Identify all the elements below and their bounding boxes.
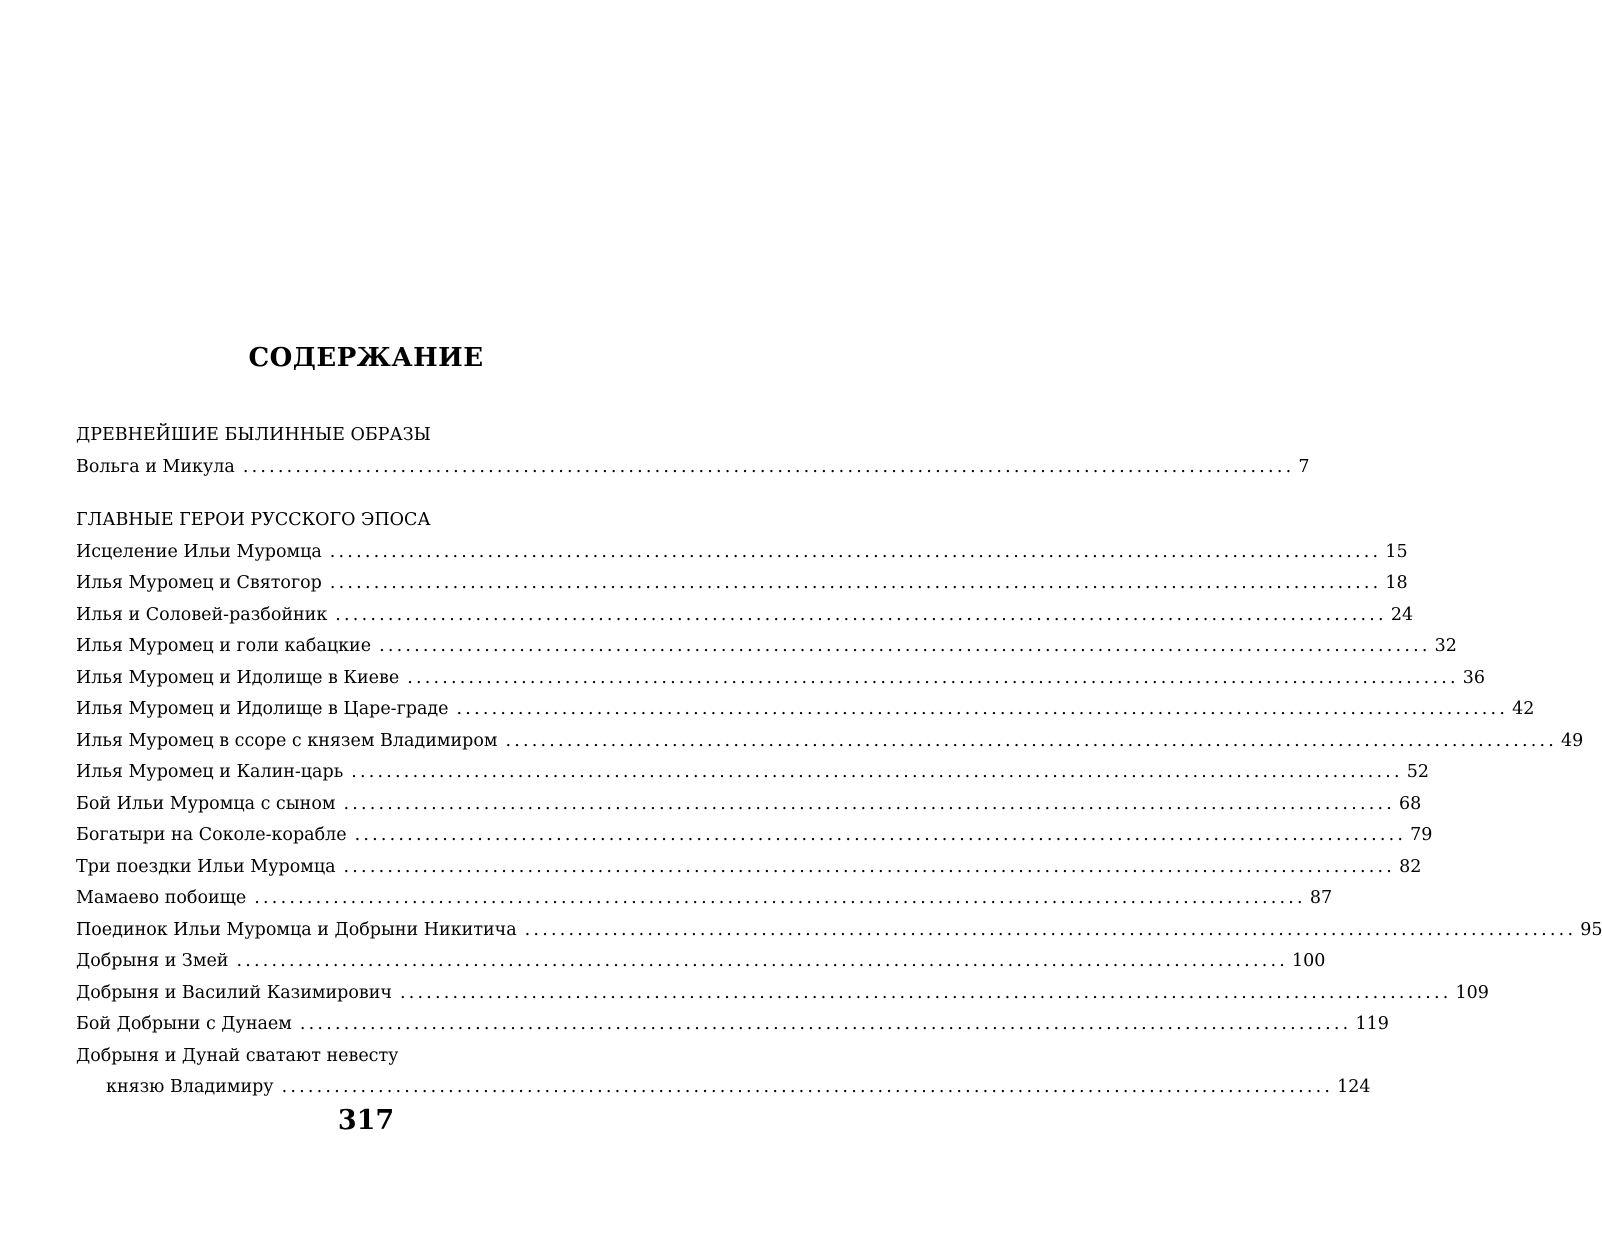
leader-dots: ........................................................................................................................: [299, 1014, 1352, 1034]
toc-entry-page: 109: [1455, 982, 1489, 1003]
toc-entry-page: 42: [1512, 699, 1535, 719]
toc-entry-page: 15: [1385, 541, 1408, 562]
toc-entry-title: Илья и Соловей-разбойник: [76, 604, 328, 625]
toc-entry: [76, 852, 1422, 884]
toc-entry-title: Илья Муромец и Калин-царь: [76, 762, 344, 782]
toc-entry: [76, 820, 1433, 852]
toc-entry: [76, 631, 1457, 663]
toc-entry-title: князю Владимиру: [106, 1077, 274, 1097]
toc-entry-title: Илья Муромец в ссоре с князем Владимиром: [76, 730, 498, 751]
toc-entry-page: 52: [1406, 762, 1430, 782]
toc-entry-title: Бой Ильи Муромца с сыном: [76, 793, 336, 814]
leader-dots: ........................................................................................................................: [236, 951, 1288, 971]
toc-entry-page: 79: [1410, 825, 1433, 845]
toc-entry: [76, 883, 1333, 915]
leader-dots: ........................................................................................................................: [407, 667, 1459, 688]
toc-entry-page: 95: [1580, 919, 1602, 940]
page-title: СОДЕРЖАНИЕ: [248, 343, 484, 373]
toc-entry-page: 119: [1355, 1014, 1389, 1034]
leader-dots: ........................................................................................................................: [254, 888, 1306, 908]
toc-entry: [76, 915, 1602, 947]
toc-entry: [76, 757, 1430, 789]
toc-entry-page: 18: [1385, 573, 1408, 593]
toc-entry: [76, 1009, 1389, 1041]
toc-entry-title: Илья Муромец и Святогор: [76, 573, 322, 593]
toc-entry-title: Мамаево побоище: [76, 888, 247, 908]
toc-entry-title: Поединок Ильи Муромца и Добрыни Никитича: [76, 919, 517, 940]
page-number: 317: [337, 1105, 395, 1136]
leader-dots: ........................................................................................................................: [505, 730, 1558, 751]
toc-entry-title: Вольга и Микула: [76, 456, 235, 477]
toc-entry-page: 124: [1337, 1077, 1371, 1097]
toc-entry-title: Богатыри на Соколе-корабле: [76, 825, 347, 845]
toc-entry: [76, 789, 1422, 821]
toc-entry-wrapped-line1: Добрыня и Дунай сватают невесту: [76, 1045, 399, 1066]
toc-entry: [76, 663, 1486, 695]
leader-dots: ........................................................................................................................: [335, 604, 1387, 625]
toc-entry-title: Бой Добрыни с Дунаем: [76, 1014, 292, 1034]
toc-entry-page: 7: [1298, 456, 1310, 477]
toc-entry-title: Добрыня и Змей: [76, 951, 229, 971]
toc-entry: [76, 946, 1326, 978]
leader-dots: ........................................................................................................................: [456, 699, 1509, 719]
toc-entry-page: 32: [1434, 636, 1457, 656]
toc-entry: [76, 452, 1310, 484]
toc-entry-title: Исцеление Ильи Муромца: [76, 541, 322, 562]
leader-dots: ........................................................................................................................: [329, 541, 1382, 562]
leader-dots: ........................................................................................................................: [343, 793, 1396, 814]
toc-entry: [76, 600, 1414, 632]
leader-dots: ........................................................................................................................: [343, 856, 1396, 877]
book-page: [76, 0, 1602, 1241]
leader-dots: ........................................................................................................................: [242, 456, 1295, 477]
leader-dots: ........................................................................................................................: [524, 919, 1577, 940]
toc-entry-page: 36: [1462, 667, 1486, 688]
toc-entry-page: 82: [1399, 856, 1422, 877]
toc-entry-page: 68: [1399, 793, 1422, 814]
section-spacer: [76, 483, 656, 505]
table-of-contents: [76, 420, 1602, 1104]
toc-entry: [76, 978, 1489, 1010]
toc-entry-title: Добрыня и Василий Казимирович: [76, 982, 392, 1003]
leader-dots: ........................................................................................................................: [329, 573, 1382, 593]
leader-dots: ........................................................................................................................: [379, 636, 1431, 656]
toc-entry: [76, 694, 1535, 726]
section-heading: ГЛАВНЫЕ ГЕРОИ РУССКОГО ЭПОСА: [76, 510, 431, 530]
leader-dots: ........................................................................................................................: [354, 825, 1407, 845]
section-entries: [76, 537, 1602, 1041]
toc-entry-page: 24: [1390, 604, 1414, 625]
leader-dots: ........................................................................................................................: [281, 1077, 1334, 1097]
section-heading: ДРЕВНЕЙШИЕ БЫЛИННЫЕ ОБРАЗЫ: [76, 425, 431, 445]
toc-entry-page: 100: [1292, 951, 1326, 971]
toc-entry-page: 49: [1561, 730, 1584, 751]
toc-entry: [76, 726, 1584, 758]
toc-entry-title: Илья Муромец и Идолище в Киеве: [76, 667, 400, 688]
toc-entry: [76, 568, 1408, 600]
toc-entry-title: Илья Муромец и голи кабацкие: [76, 636, 372, 656]
toc-entry: [76, 1072, 1371, 1104]
toc-entry-title: Илья Муромец и Идолище в Царе-граде: [76, 699, 449, 719]
toc-entry-page: 87: [1309, 888, 1333, 908]
leader-dots: ........................................................................................................................: [399, 982, 1452, 1003]
toc-entry-title: Три поездки Ильи Муромца: [76, 856, 336, 877]
leader-dots: ........................................................................................................................: [351, 762, 1403, 782]
toc-entry: [76, 537, 1408, 569]
